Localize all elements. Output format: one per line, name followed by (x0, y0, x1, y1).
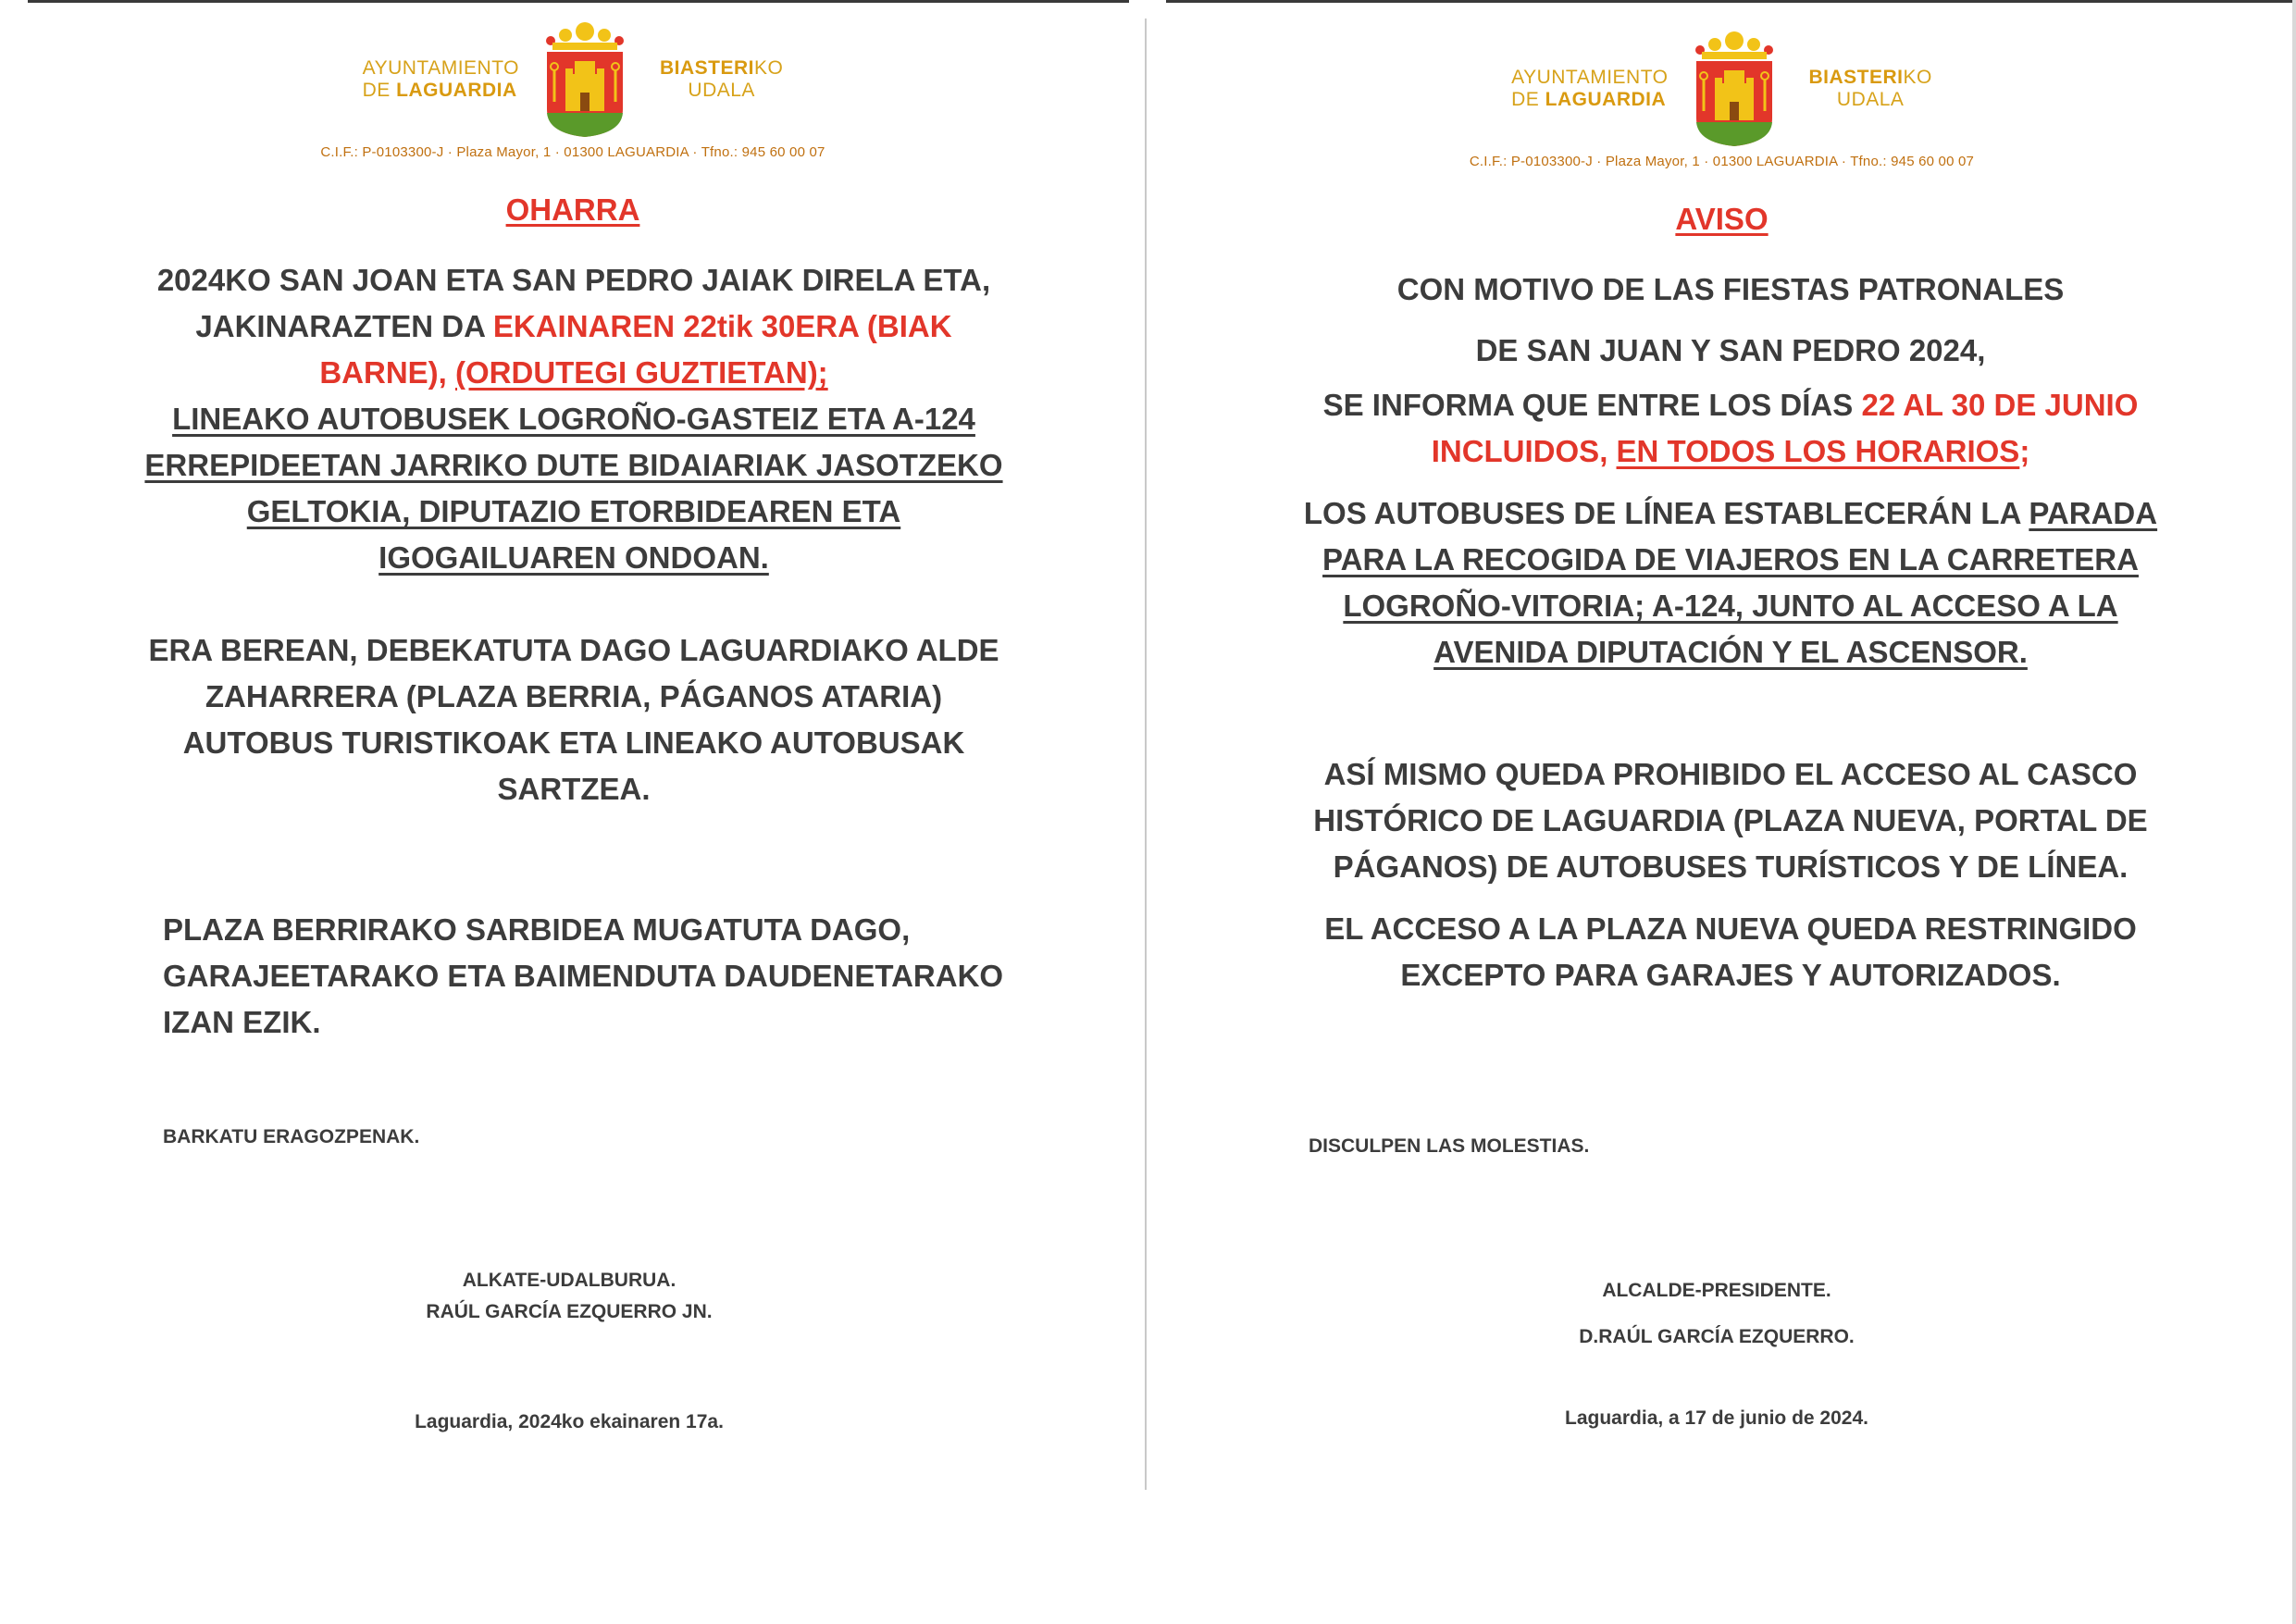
signature-block: ALKATE-UDALBURUA. RAÚL GARCÍA EZQUERRO JN. (426, 1270, 713, 1322)
org-name-spanish: AYUNTAMIENTO DE LAGUARDIA (362, 57, 519, 101)
paragraph-plaza-restricted: EL ACCESO A LA PLAZA NUEVA QUEDA RESTRINGIDO EXCEPTO PARA GARAJES Y AUTORIZADOS. (1324, 911, 2137, 992)
notice-euskera (0, 0, 1146, 1624)
cif-address-line: C.I.F.: P-0103300-J · Plaza Mayor, 1 · 01300 LAGUARDIA · Tfno.: 945 60 00 07 (320, 144, 825, 160)
date-line: Laguardia, a 17 de junio de 2024. (1565, 1407, 1868, 1429)
paragraph-bus-stop: 2024KO SAN JOAN ETA SAN PEDRO JAIAK DIRELA ETA, JAKINARAZTEN DA EKAINAREN 22tik 30ERA (BIAK BARNE), (ORDUTEGI GUZTIETAN); LINEAKO AUTOBUSEK LOGROÑO-GASTEIZ ETA A-124 ERREPIDEETAN JARRIKO DUTE BIDAIARIAK JASOTZEKO GELTOKIA, DIPUTAZIO ETORBIDEAREN ETA IGOGAILUAREN ONDOAN. (144, 263, 1003, 575)
org-name-basque: BIASTERIKO UDALA (660, 57, 784, 101)
castle-crest-icon (534, 20, 636, 139)
paragraph-plaza-restricted: PLAZA BERRIRAKO SARBIDEA MUGATUTA DAGO, GARAJEETARAKO ETA BAIMENDUTA DAUDENETARAKO IZAN EZIK. (163, 912, 1004, 1039)
notice-castellano (1148, 0, 2296, 1624)
org-name-spanish: AYUNTAMIENTO DE LAGUARDIA (1511, 67, 1669, 110)
letterhead (0, 20, 1146, 139)
date-line: Laguardia, 2024ko ekainaren 17a. (415, 1411, 724, 1432)
signature-block: ALCALDE-PRESIDENTE. D.RAÚL GARCÍA EZQUERRO. (1579, 1280, 1855, 1347)
paragraph-bus-stop: LOS AUTOBUSES DE LÍNEA ESTABLECERÁN LA PARADA PARA LA RECOGIDA DE VIAJEROS EN LA CARRETERA LOGROÑO-VITORIA; A-124, JUNTO AL ACCESO A LA AVENIDA DIPUTACIÓN Y EL ASCENSOR. (1303, 496, 2158, 669)
paragraph-festivities: CON MOTIVO DE LAS FIESTAS PATRONALES DE SAN JUAN Y SAN PEDRO 2024, (1396, 272, 2065, 367)
org-name-basque: BIASTERIKO UDALA (1808, 67, 1932, 110)
paragraph-access-prohibited: ASÍ MISMO QUEDA PROHIBIDO EL ACCESO AL CASCO HISTÓRICO DE LAGUARDIA (PLAZA NUEVA, PORTAL DE PÁGANOS) DE AUTOBUSES TURÍSTICOS Y DE LÍNEA. (1313, 757, 2148, 884)
notice-title: OHARRA (505, 192, 640, 227)
castle-crest-icon (1683, 30, 1785, 148)
cif-address-line: C.I.F.: P-0103300-J · Plaza Mayor, 1 · 01300 LAGUARDIA · Tfno.: 945 60 00 07 (1469, 154, 1975, 169)
letterhead (1148, 30, 2296, 148)
apology-text: DISCULPEN LAS MOLESTIAS. (1309, 1135, 1590, 1157)
apology-text: BARKATU ERAGOZPENAK. (163, 1126, 420, 1147)
paragraph-dates: SE INFORMA QUE ENTRE LOS DÍAS 22 AL 30 DE JUNIO INCLUIDOS, EN TODOS LOS HORARIOS; (1322, 388, 2139, 468)
notice-title: AVISO (1675, 202, 1769, 236)
paragraph-access-prohibited: ERA BEREAN, DEBEKATUTA DAGO LAGUARDIAKO ALDE ZAHARRERA (PLAZA BERRIA, PÁGANOS ATARIA) AUTOBUS TURISTIKOAK ETA LINEAKO AUTOBUSAK SARTZEA. (148, 633, 999, 806)
